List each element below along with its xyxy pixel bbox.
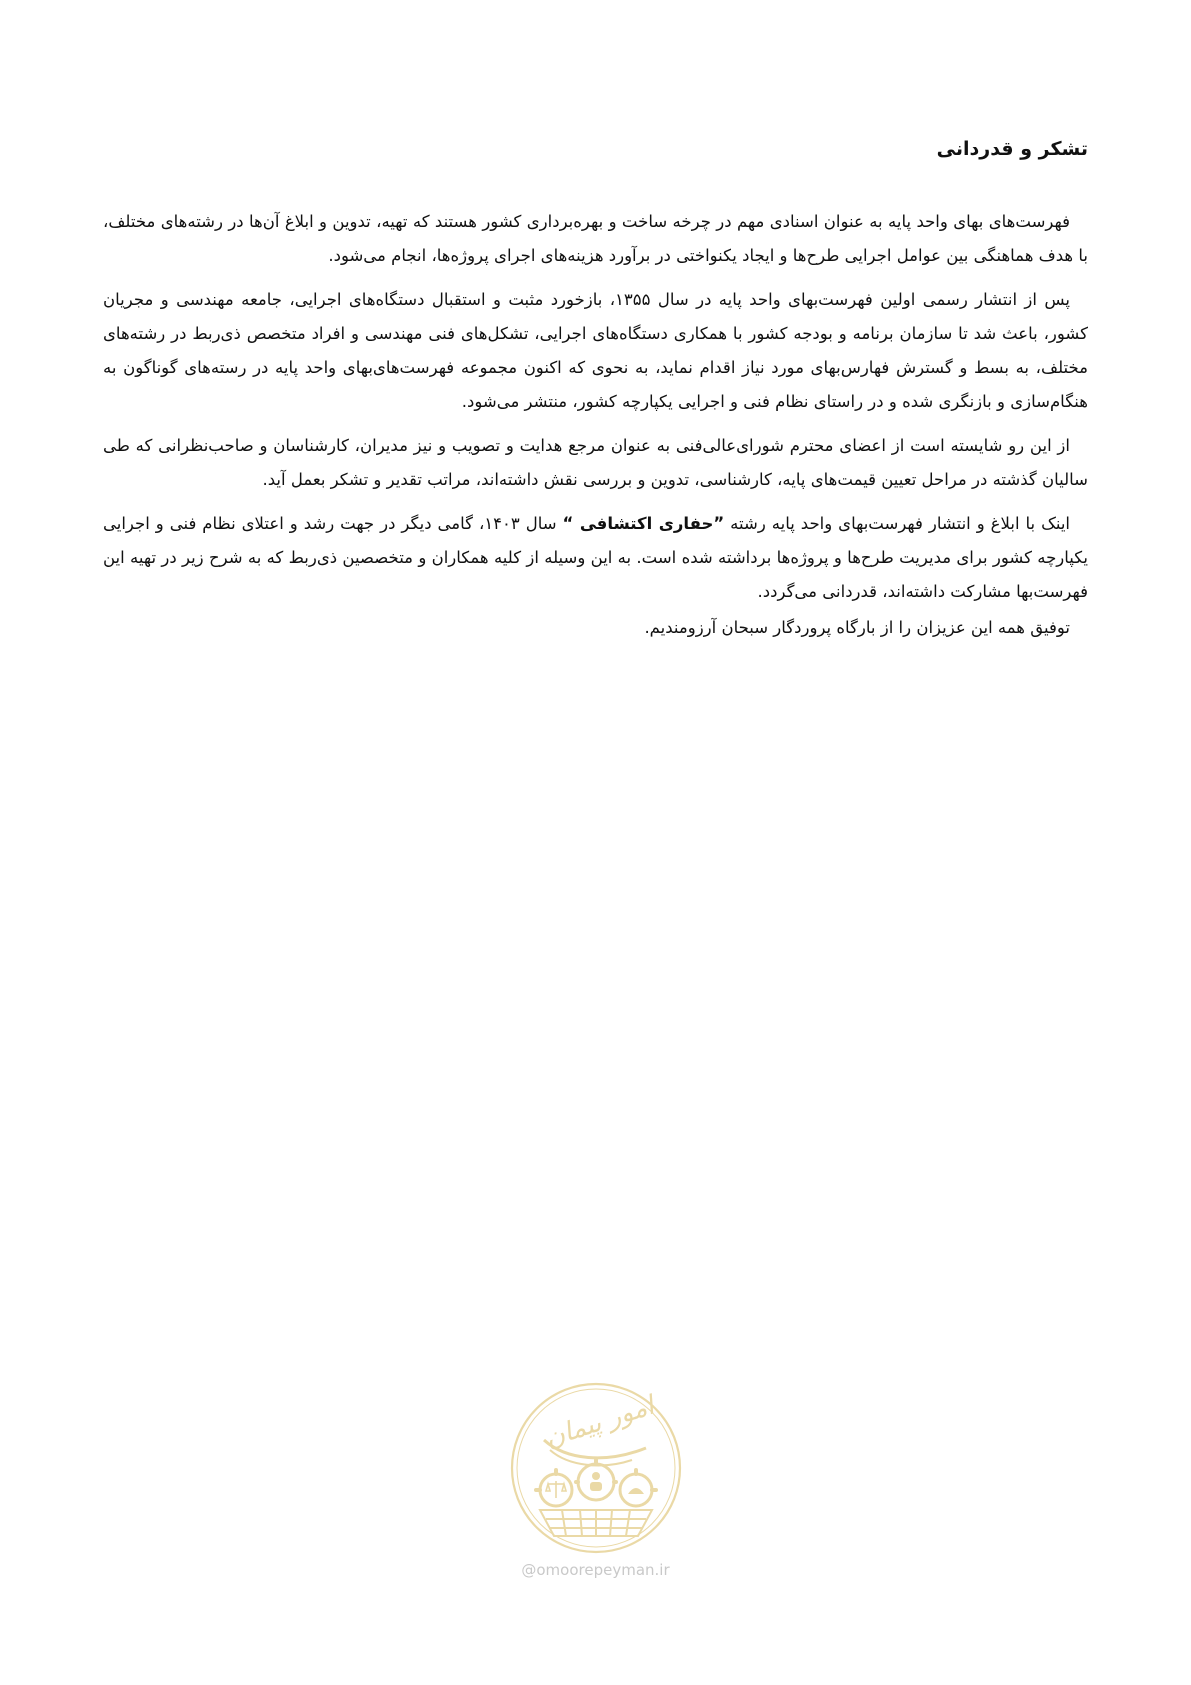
paragraph-1: فهرست‌های بهای واحد پایه به عنوان اسنادی مهم در چرخه ساخت و بهره‌برداری کشور هستند که تهیه، تدوین و ابلاغ آن‌ها در رشته‌های مختلف، با هدف هماهنگی بین عوامل اجرایی طرح‌ها و ایجاد یکنواختی در برآورد هزینه‌های اجرای پروژه‌ها، انجام می‌شود.: [103, 212, 1088, 265]
paragraph-4-end: سال ۱۴۰۳، گامی دیگر در جهت رشد و اعتلای نظام فنی و اجرایی یکپارچه کشور برای مدیریت طرح‌ها و پروژه‌ها برداشته شده است. به این وسیله از کلیه همکاران و متخصصین ذی‌ربط که به شرح زیر در تهیه این فهرست‌بها مشارکت داشته‌اند، قدردانی می‌گردد.: [103, 514, 1088, 601]
logo-lettering: امور پیمان: [541, 1390, 658, 1455]
scales-icon: [546, 1481, 566, 1498]
paragraph-4: [103, 507, 1088, 609]
person-icon: [590, 1472, 602, 1491]
paragraph-2: پس از انتشار رسمی اولین فهرست‌بهای واحد پایه در سال ۱۳۵۵، بازخورد مثبت و استقبال دستگاه‌های اجرایی، جامعه مهندسی و مجریان کشور، باعث شد تا سازمان برنامه و بودجه کشور با همکاری دستگاه‌های اجرایی، تشکل‌های فنی مهندسی و افراد متخصص ذی‌ربط در رشته‌های مختلف، به بسط و گسترش فهارس‌بهای مورد نیاز اقدام نماید، به نحوی که اکنون مجموعه فهرست‌های‌بهای واحد پایه در رسته‌های گوناگون به هنگام‌سازی و بازنگری شده و در راستای نظام فنی و اجرایی یکپارچه کشور، منتشر می‌شود.: [103, 290, 1088, 411]
field-name-bold: ”حفاری اکتشافی “: [562, 514, 725, 533]
logo-seal-icon: [506, 1378, 686, 1558]
page-title: تشکر و قدردانی: [936, 138, 1088, 160]
grid-icon: [540, 1510, 652, 1536]
watermark-handle: @omoorepeyman.ir: [521, 1561, 670, 1579]
helmet-icon: [628, 1488, 644, 1494]
closing-line: توفیق همه این عزیزان را از بارگاه پروردگار سبحان آرزومندیم.: [644, 618, 1070, 637]
paragraph-3: از این رو شایسته است از اعضای محترم شورای‌عالی‌فنی به عنوان مرجع هدایت و تصویب و نیز مدیران، کارشناسان و صاحب‌نظرانی که طی سالیان گذشته در مراحل تعیین قیمت‌های پایه، کارشناسی، تدوین و بررسی نقش داشته‌اند، مراتب تقدیر و تشکر بعمل آید.: [103, 436, 1088, 489]
paragraph-4-start: اینک با ابلاغ و انتشار فهرست‌بهای واحد پایه رشته: [724, 514, 1071, 533]
watermark-logo: [506, 1378, 686, 1558]
document-body: [103, 138, 1088, 655]
